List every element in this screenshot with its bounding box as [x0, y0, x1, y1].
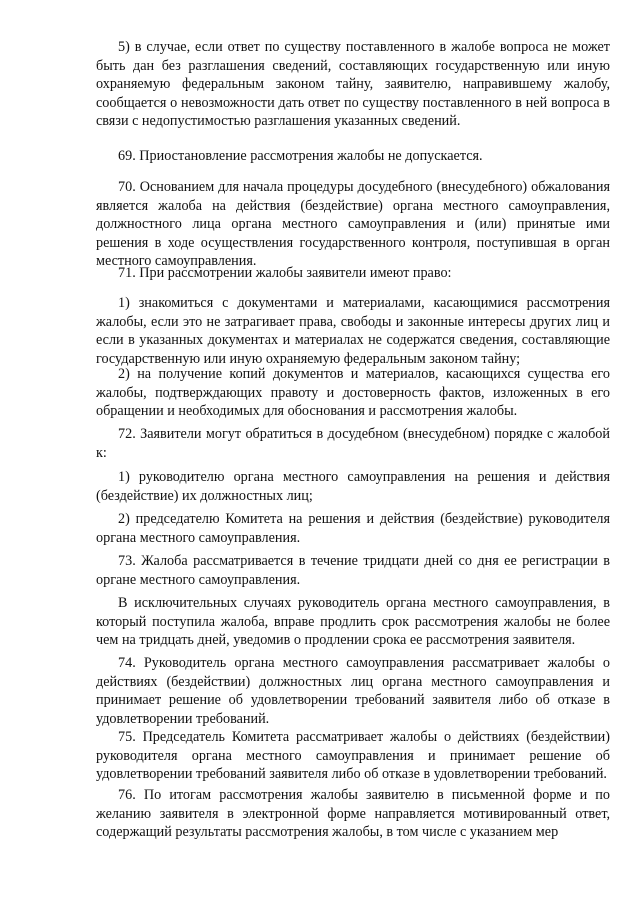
paragraph-70: 70. Основанием для начала процедуры досудебного (внесудебного) обжалования является жалоба на действия (бездействие) органа местного самоуправления, должностного лица органа местного самоуправления и (или) принятые ими решения в ходе осуществления государственного контроля, поступившая в орган местного самоуправления.	[96, 179, 610, 270]
paragraph-71-item-1: 1) знакомиться с документами и материалами, касающимися рассмотрения жалобы, если это не затрагивает права, свободы и законные интересы других лиц и если в указанных документах и материалах не содержатся сведения, составляющие государственную или иную охраняемую федеральным законом тайну;	[96, 295, 610, 367]
paragraph-item-5: 5) в случае, если ответ по существу поставленного в жалобе вопроса не может быть дан без разглашения сведений, составляющих государственную или иную охраняемую федеральным законом тайну, заявителю, направившему жалобу, сообщается о невозможности дать ответ по существу поставленного в ней вопроса в связи с недопустимостью разглашения указанных сведений.	[96, 39, 610, 130]
paragraph-71: 71. При рассмотрении жалобы заявители имеют право:	[118, 265, 452, 281]
paragraph-75: 75. Председатель Комитета рассматривает жалобы о действиях (бездействии) руководителя органа местного самоуправления и принимает решение об удовлетворении требований заявителя либо об отказе в удовлетворении требований.	[96, 729, 610, 783]
paragraph-72-item-1: 1) руководителю органа местного самоуправления на решения и действия (бездействие) их должностных лиц;	[96, 469, 610, 504]
paragraph-76: 76. По итогам рассмотрения жалобы заявителю в письменной форме и по желанию заявителя в электронной форме направляется мотивированный ответ, содержащий результаты рассмотрения жалобы, в том числе с указанием мер	[96, 787, 610, 841]
paragraph-69: 69. Приостановление рассмотрения жалобы не допускается.	[118, 148, 483, 164]
paragraph-71-item-2: 2) на получение копий документов и материалов, касающихся существа его жалобы, подтверждающих правоту и достоверность фактов, изложенных в его обращении и необходимых для обоснования и рассмотрения жалобы.	[96, 366, 610, 420]
paragraph-73: 73. Жалоба рассматривается в течение тридцати дней со дня ее регистрации в органе местного самоуправления.	[96, 553, 610, 588]
paragraph-72: 72. Заявители могут обратиться в досудебном (внесудебном) порядке с жалобой к:	[96, 426, 610, 461]
paragraph-74: 74. Руководитель органа местного самоуправления рассматривает жалобы о действиях (бездействии) должностных лиц органа местного самоуправления и принимает решение об удовлетворении требований заявителя либо об отказе в удовлетворении требований.	[96, 655, 610, 727]
paragraph-73-exception: В исключительных случаях руководитель органа местного самоуправления, в который поступила жалоба, вправе продлить срок рассмотрения жалобы не более чем на тридцать дней, уведомив о продлении срока ее рассмотрения заявителя.	[96, 595, 610, 649]
paragraph-72-item-2: 2) председателю Комитета на решения и действия (бездействие) руководителя органа местного самоуправления.	[96, 511, 610, 546]
